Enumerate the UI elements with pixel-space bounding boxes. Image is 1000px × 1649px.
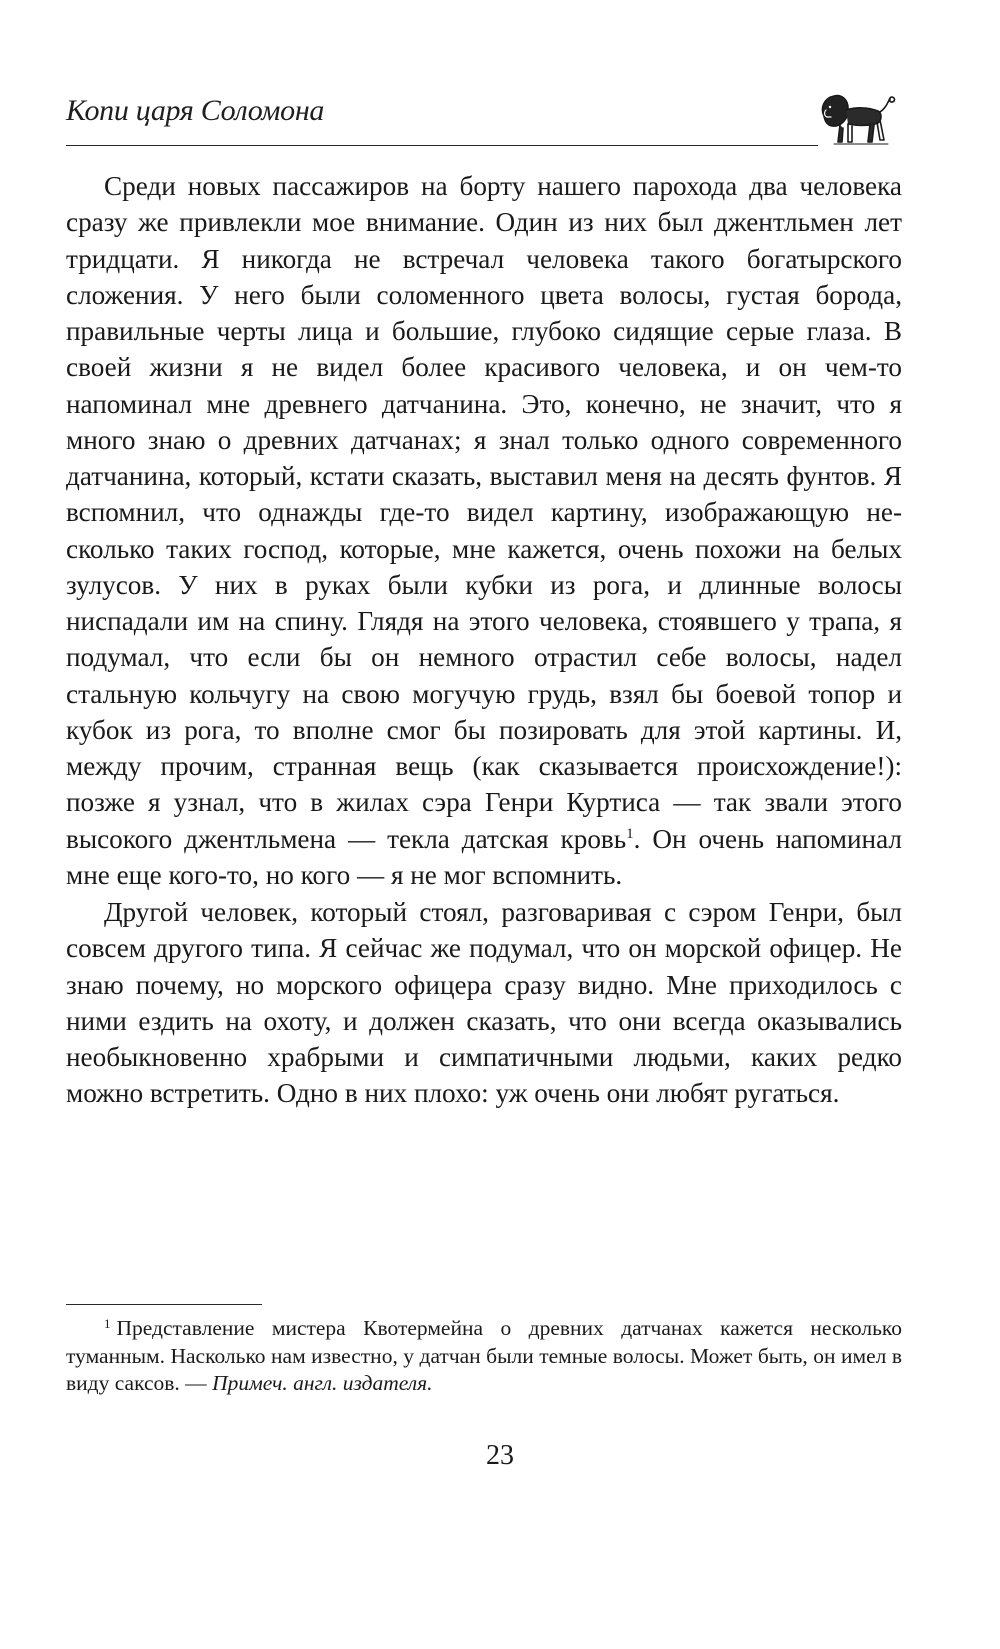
running-title: Копи царя Соломона bbox=[66, 94, 325, 127]
footnote-text: Представление мистера Квотермейна о древних датчанах кажется несколько туманным. Насколько нам известно, у датчан были темные волосы. Может быть, он имел в виду саксов. — bbox=[66, 1316, 902, 1395]
paragraph-2: Другой человек, который стоял, разговаривая с сэром Генри, был совсем другого типа. Я сейчас же подумал, что он морской офицер. Не знаю почему, но морского офицера сразу видно. Мне приходилось с ними ездить на охоту, и должен сказать, что они всегда оказывались необыкновенно храбрыми и симпатичными людьми, каких редко можно встретить. Одно в них плохо: уж очень они любят ругаться. bbox=[66, 897, 902, 1109]
footnote-reference[interactable]: 1 bbox=[626, 825, 634, 842]
header-rule bbox=[66, 145, 818, 146]
footnote-rule bbox=[66, 1304, 262, 1305]
running-head bbox=[66, 88, 818, 150]
page-number: 23 bbox=[486, 1440, 514, 1471]
paragraph-1-text: Среди новых пассажиров на борту нашего парохода два человека сразу же привлекли мое внимание. Один из них был джентльмен лет тридцати. Я никогда не встречал человека такого богатырского сложения. У него были соломенного цвета волосы, густая борода, правильные черты лица и большие, глубоко сидящие серые глаза. В своей жизни я не видел более красивого человека, и он чем-то напоминал мне древнего датчанина. Это, конечно, не значит, что я много знаю о древних датчанах; я знал только одного современного датчанина, который, кстати сказать, выставил меня на десять фунтов. Я вспомнил, что однажды где-то видел картину, изображающую несколько таких господ, которые, мне кажется, очень похожи на белых зулусов. У них в руках были кубки из рога, и длинные волосы ниспадали им на спину. Глядя на этого человека, стоявшего у трапа, я подумал, что если бы он немного отрастил себе волосы, надел стальную кольчугу на свою могучую грудь, взял бы боевой топор и кубок из рога, то вполне смог бы позировать для этой картины. И, между прочим, странная вещь (как сказывается происхождение!): позже я узнал, что в жилах сэра Генри Куртиса — так звали этого высокого джентльмена — текла датская кровь bbox=[66, 171, 902, 854]
lion-icon bbox=[818, 90, 898, 152]
paragraph-1-continuation: . Он очень напоминал мне еще кого-то, но кого — я не мог вспомнить. bbox=[66, 823, 902, 890]
footnote bbox=[66, 1310, 902, 1398]
paragraph-1 bbox=[66, 168, 902, 893]
footnote-marker: 1 bbox=[104, 1316, 111, 1331]
main-text bbox=[66, 168, 902, 1112]
footnote-attribution: Примеч. англ. издателя. bbox=[212, 1371, 433, 1395]
